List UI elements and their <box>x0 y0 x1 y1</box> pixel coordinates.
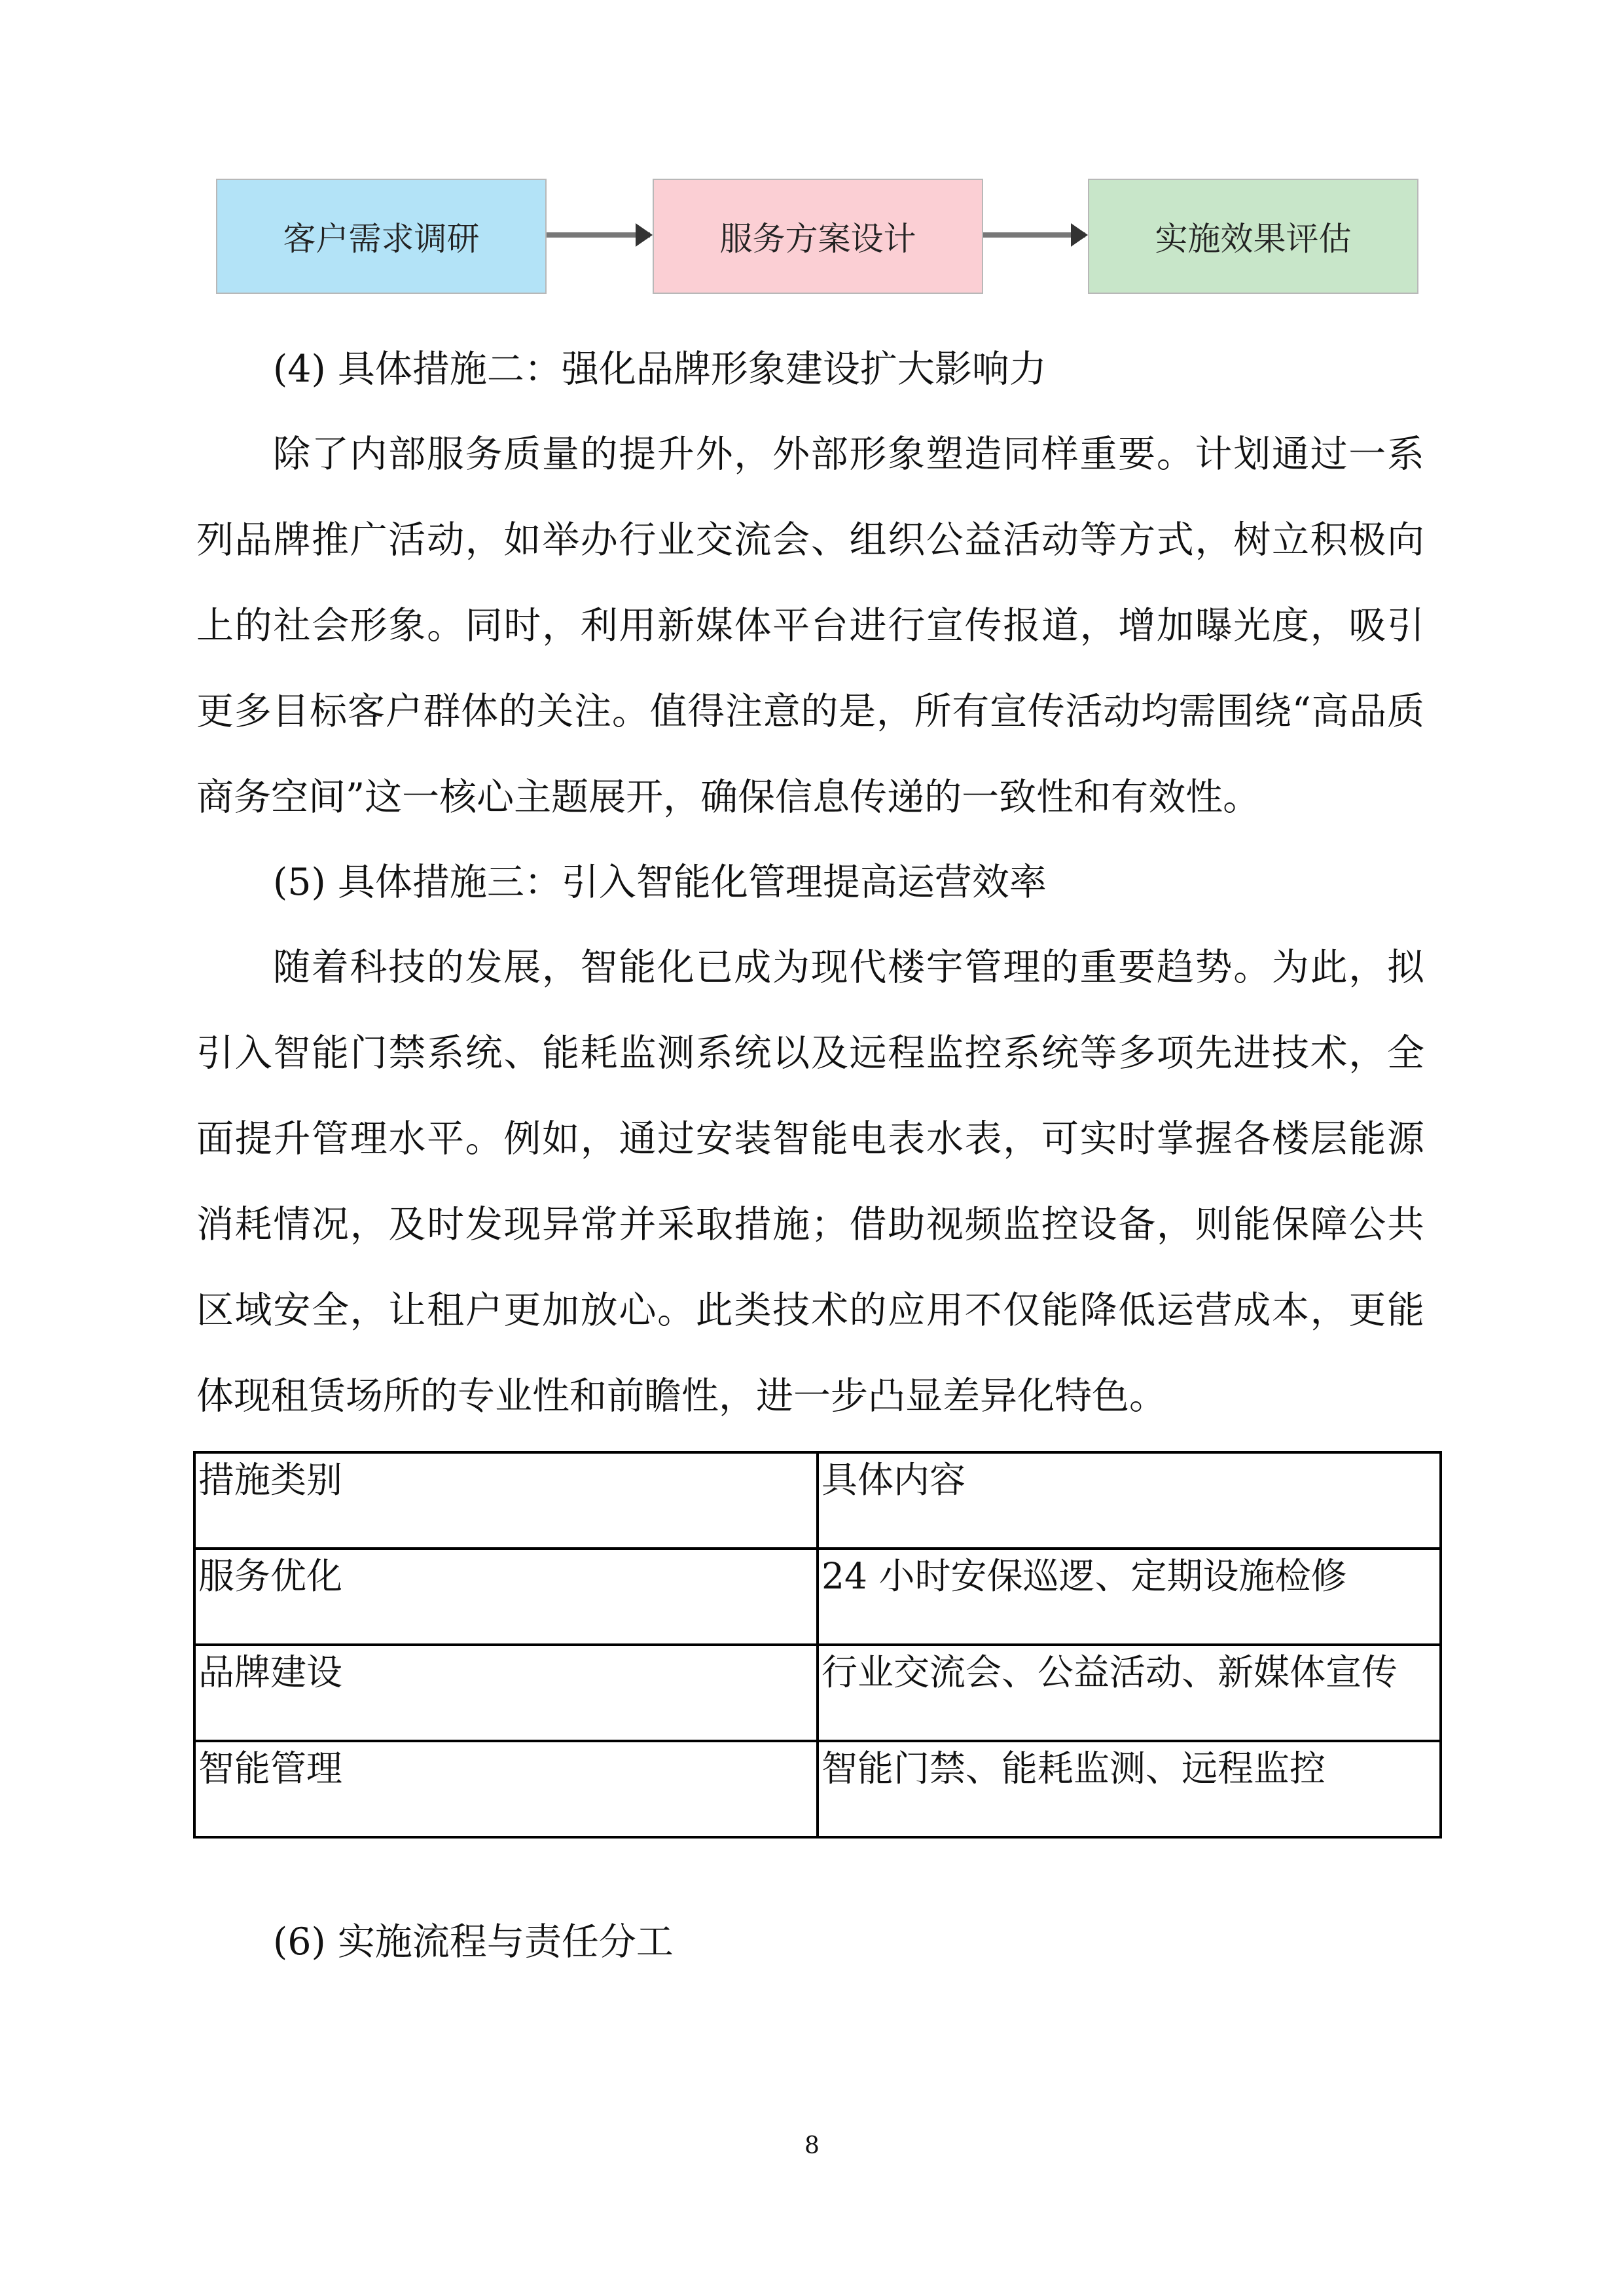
flow-step-1: 客户需求调研 <box>216 179 547 294</box>
table-cell: 品牌建设 <box>194 1645 818 1741</box>
table-header-row <box>194 1452 1441 1549</box>
table-header-cell: 具体内容 <box>818 1452 1441 1549</box>
flow-step-2: 服务方案设计 <box>653 179 983 294</box>
section-4-paragraph: 除了内部服务质量的提升外，外部形象塑造同样重要。计划通过一系列品牌推广活动，如举办行业交流会、组织公益活动等方式，树立积极向上的社会形象。同时，利用新媒体平台进行宣传报道，增加曝光度，吸引更多目标客户群体的关注。值得注意的是，所有宣传活动均需围绕“高品质商务空间”这一核心主题展开，确保信息传递的一致性和有效性。 <box>196 433 1424 819</box>
table-header-cell: 措施类别 <box>194 1452 818 1549</box>
table-cell: 行业交流会、公益活动、新媒体宣传 <box>818 1645 1441 1741</box>
flow-arrow-2 <box>983 232 1085 238</box>
section-4-heading: (4) 具体措施二：强化品牌形象建设扩大影响力 <box>273 348 1047 391</box>
section-5-heading: (5) 具体措施三：引入智能化管理提高运营效率 <box>273 861 1047 904</box>
table-cell: 智能门禁、能耗监测、远程监控 <box>818 1741 1441 1837</box>
page-number: 8 <box>804 2132 820 2159</box>
table-row <box>194 1645 1441 1741</box>
table-row <box>194 1549 1441 1645</box>
section-5-paragraph: 随着科技的发展，智能化已成为现代楼宇管理的重要趋势。为此，拟引入智能门禁系统、能耗监测系统以及远程监控系统等多项先进技术，全面提升管理水平。例如，通过安装智能电表水表，可实时掌握各楼层能源消耗情况，及时发现异常并采取措施；借助视频监控设备，则能保障公共区域安全，让租户更加放心。此类技术的应用不仅能降低运营成本，更能体现租赁场所的专业性和前瞻性，进一步凸显差异化特色。 <box>196 946 1424 1418</box>
table-row <box>194 1741 1441 1837</box>
table-cell: 服务优化 <box>194 1549 818 1645</box>
table-cell: 24 小时安保巡逻、定期设施检修 <box>818 1549 1441 1645</box>
flow-step-3: 实施效果评估 <box>1088 179 1418 294</box>
measures-table <box>193 1451 1442 1839</box>
table-cell: 智能管理 <box>194 1741 818 1837</box>
section-6-heading: (6) 实施流程与责任分工 <box>273 1920 674 1964</box>
flow-arrow-1 <box>547 232 650 238</box>
